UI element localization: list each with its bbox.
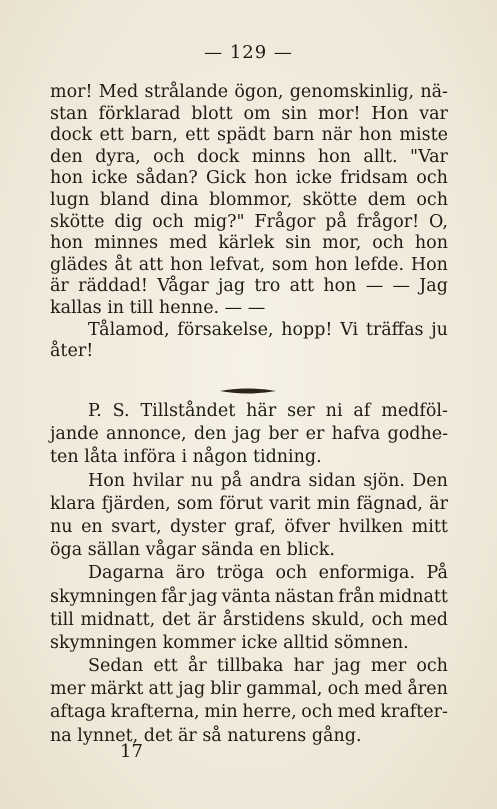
text-line: skymningen kommer icke alltid sömnen. — [50, 632, 409, 653]
text-line: skymningen får jag vänta nästan från midnatt — [50, 586, 448, 607]
text-line: na lynnet, det är så naturens gång. — [50, 725, 362, 746]
body-text-part1 — [50, 82, 448, 363]
text-line: kallas in till henne. — — — [50, 297, 266, 318]
section-divider — [218, 387, 278, 395]
text-line: Sedan ett år tillbaka har jag mer och — [88, 656, 448, 677]
text-line: till midnatt, det är årstidens skuld, och med — [50, 609, 448, 630]
text-line: mor! Med strålande ögon, genomskinlig, nä- — [50, 82, 448, 102]
text-line: öga sällan vågar sända en blick. — [50, 540, 335, 561]
text-line: stan förklarad blott om sin mor! Hon var — [50, 103, 448, 124]
text-line: Tålamod, försakelse, hopp! Vi träffas ju — [88, 319, 448, 340]
text-line: lugn bland dina blommor, skötte dem och — [50, 189, 448, 210]
body-text-part2 — [50, 400, 448, 748]
text-line: är räddad! Vågar jag tro att hon — — Jag — [50, 276, 448, 297]
text-line: hon icke sådan? Gick hon icke fridsam och — [50, 168, 448, 189]
text-line: mer märkt att jag blir gammal, och med åren — [50, 679, 448, 700]
text-line: klara fjärden, som förut varit min fägnad, är — [50, 493, 448, 514]
text-line: hon minnes med kärlek sin mor, och hon — [50, 233, 448, 254]
text-line: Hon hvilar nu på andra sidan sjön. Den — [88, 470, 448, 491]
text-line: jande annonce, den jag ber er hafva godhe- — [50, 424, 448, 445]
signature-mark: 17 — [120, 741, 143, 762]
text-line: nu en svart, dyster graf, öfver hvilken mitt — [50, 516, 448, 537]
text-line: glädes åt att hon lefvat, som hon lefde. Hon — [50, 254, 448, 275]
text-line: Dagarna äro tröga och enformiga. På — [88, 563, 448, 584]
text-line: den dyra, och dock minns hon allt. "Var — [50, 146, 448, 167]
text-line: åter! — [50, 341, 94, 362]
text-line: dock ett barn, ett spädt barn när hon miste — [50, 125, 448, 146]
text-line: P. S. Tillståndet här ser ni af medföl- — [88, 401, 448, 421]
text-line: ten låta införa i någon tidning. — [50, 447, 322, 468]
page-number: — 129 — — [204, 42, 293, 63]
text-line: skötte dig och mig?" Frågor på frågor! O, — [50, 211, 448, 232]
text-line: aftaga krafterna, min herre, och med krafter- — [50, 702, 448, 723]
